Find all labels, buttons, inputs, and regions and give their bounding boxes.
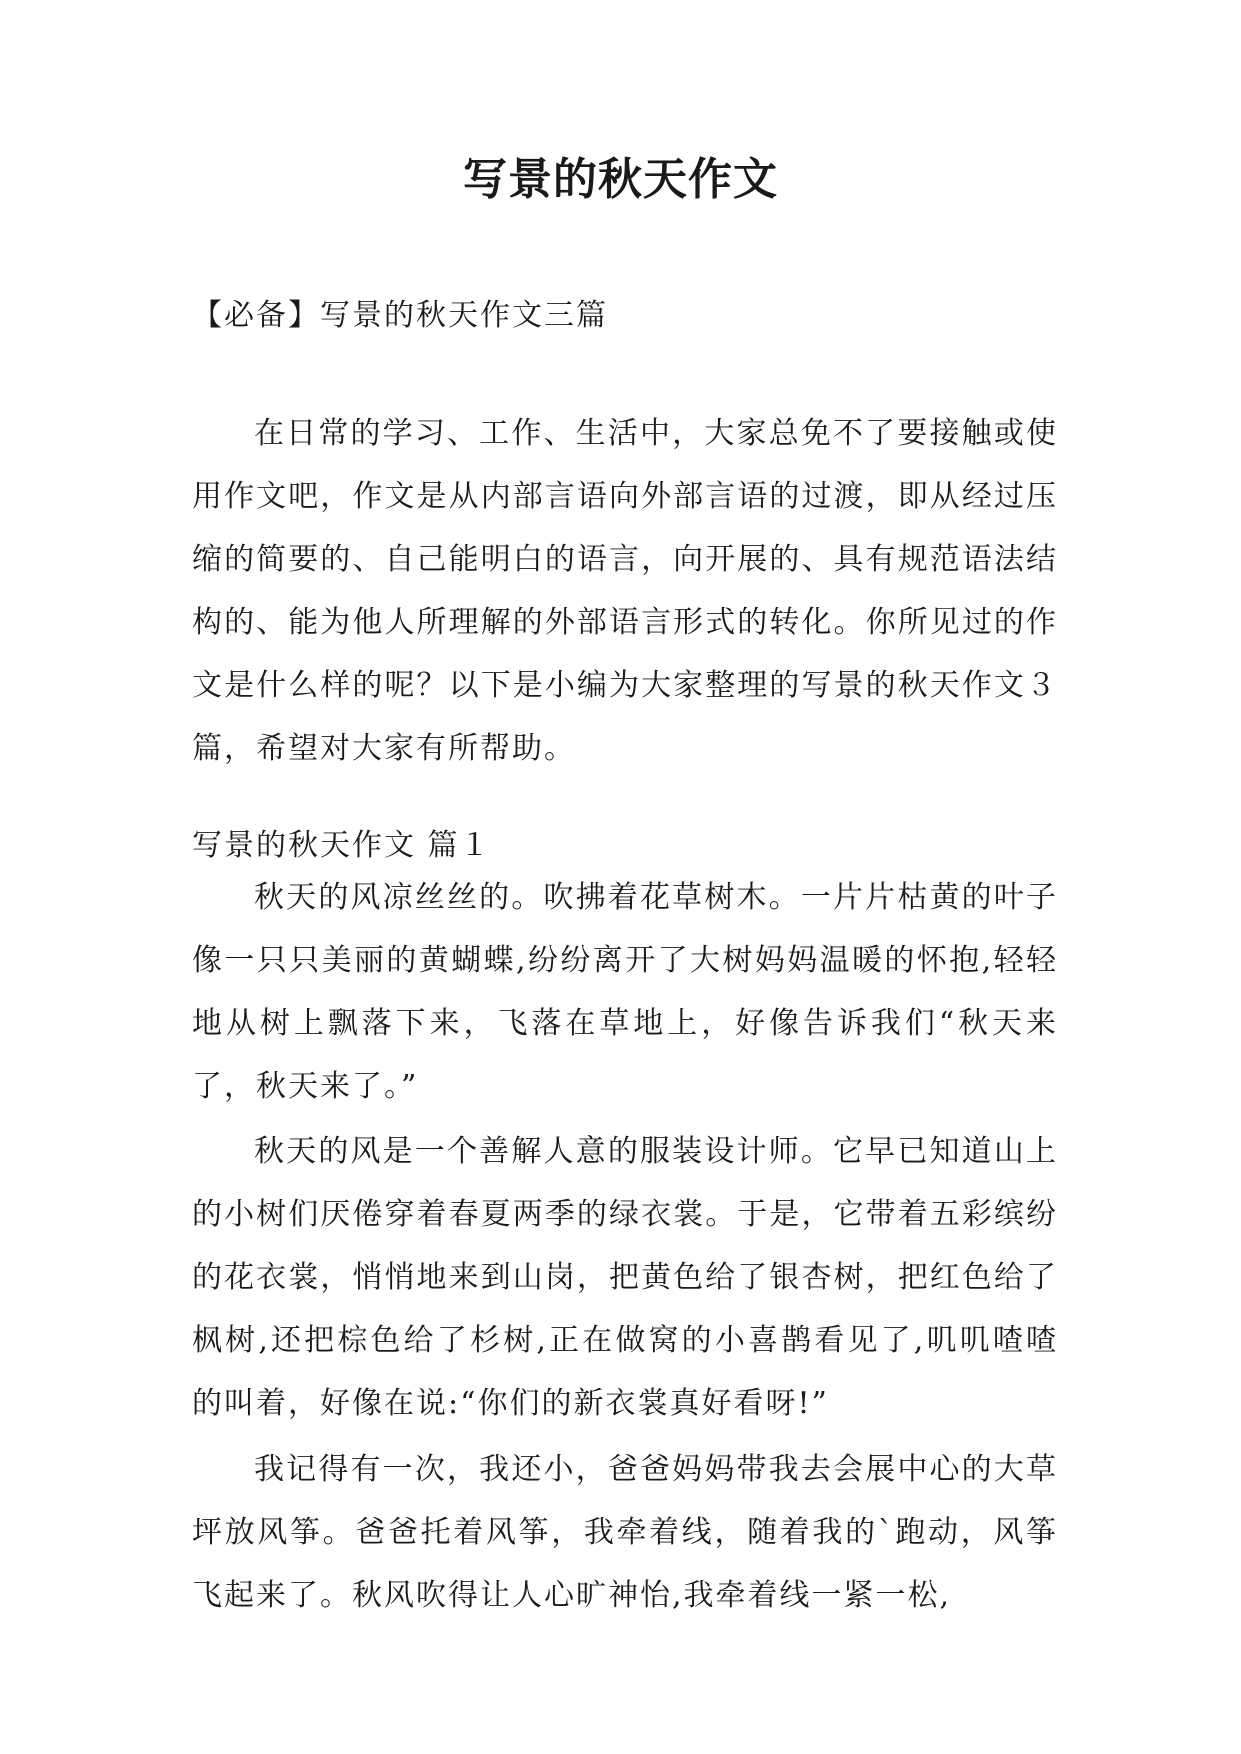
paragraph: 我记得有一次，我还小，爸爸妈妈带我去会展中心的大草坪放风筝。爸爸托着风筝，我牵着线，随着我的`跑动，风筝飞起来了。秋风吹得让人心旷神怡,我牵着线一紧一松, — [192, 1452, 1058, 1613]
section-heading: 写景的秋天作文 篇１ — [192, 828, 492, 863]
paragraph: 秋天的风是一个善解人意的服装设计师。它早已知道山上的小树们厌倦穿着春夏两季的绿衣裳。于是，它带着五彩缤纷的花衣裳，悄悄地来到山岗，把黄色给了银杏树，把红色给了枫树,还把棕色给了杉树,正在做窝的小喜鹊看见了,叽叽喳喳的叫着，好像在说:“你们的新衣裳真好看呀!” — [192, 1134, 1058, 1421]
paragraph: 秋天的风凉丝丝的。吹拂着花草树木。一片片枯黄的叶子像一只只美丽的黄蝴蝶,纷纷离开了大树妈妈温暖的怀抱,轻轻地从树上飘落下来，飞落在草地上，好像告诉我们“秋天来了，秋天来了。” — [192, 880, 1058, 1104]
intro-paragraph: 在日常的学习、工作、生活中，大家总免不了要接触或使用作文吧，作文是从内部言语向外部言语的过渡，即从经过压缩的简要的、自己能明白的语言，向开展的、具有规范语法结构的、能为他人所理解的外部语言形式的转化。你所见过的作文是什么样的呢？以下是小编为大家整理的写景的秋天作文３篇，希望对大家有所帮助。 — [192, 416, 1058, 766]
document-title: 写景的秋天作文 — [463, 154, 778, 205]
document-subtitle: 【必备】写景的秋天作文三篇 — [192, 298, 608, 333]
